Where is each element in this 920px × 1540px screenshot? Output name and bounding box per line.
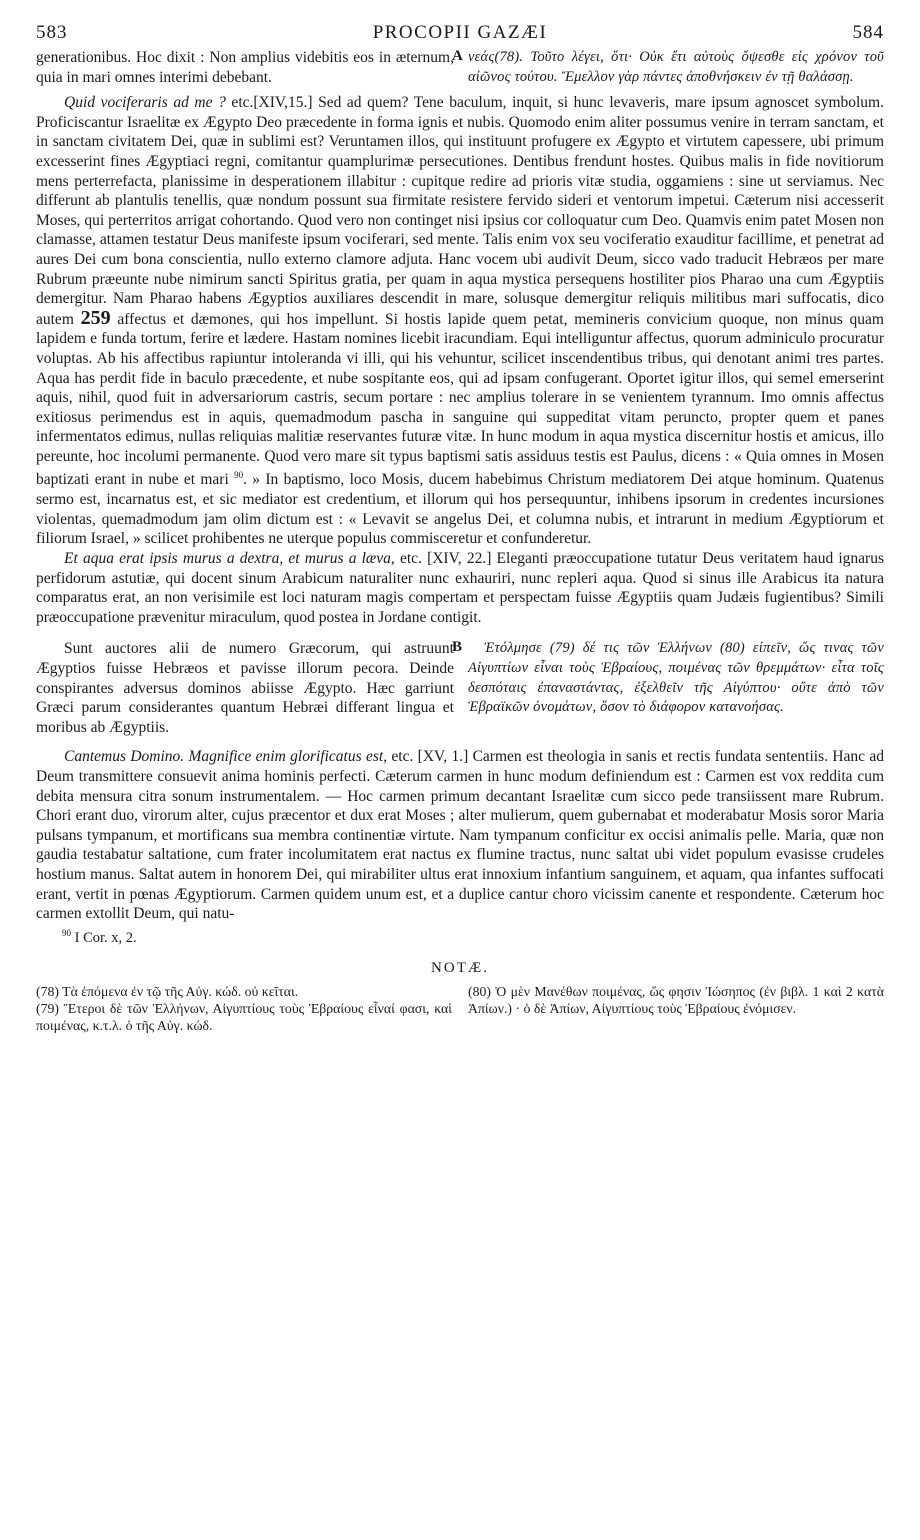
latin-column: Sunt auctores alii de numero Græcorum, qui astruunt Ægyptios fuisse Hebræos et pavisse illorum pecora. Deinde conspirantes adversus dominos abiisse Ægypto. Hæc garriunt Græci parum considerantes quantum Hebræi differant lingua et moribus ab Ægyptiis. <box>36 640 454 736</box>
greek-column: νεάς(78). Τοῦτο λέγει, ὅτι· Οὐκ ἔτι αὐτοὺς ὄψεσθε εἰς χρόνον τοῦ αἰῶνος τούτου. Ἔμελλον γὰρ πάντες ἀποθνήσκειν ἐν τῇ θαλάσσῃ. <box>468 49 884 85</box>
paragraph-text: , etc. [XIV, 22.] Eleganti præoccupatione tutatur Deus veritatem haud ignarus perfidorum astutiæ, qui docent sinum Arabicum naturaliter nunc exhauriri, nunc repleri aqua. Quod si sinus ille Arabicus ita natura comparatus erat, an non verisimile est loci naturam magis compertam et perspectam fuisse Ægyptiis quam Judæis fugientibus? Simili præoccupatione prævenitur miraculum, quod postea in Jordane contigit. <box>36 550 884 626</box>
notes-right-column <box>468 983 884 1034</box>
paragraph-lead: Cantemus Domino. Magnifice enim glorificatus est <box>64 748 384 766</box>
column-number-marker: 259 <box>80 306 111 329</box>
notes-left-column <box>36 983 452 1034</box>
page <box>36 22 884 1034</box>
paragraph-et-aqua <box>36 549 884 627</box>
paragraph-text: affectus et dæmones, qui hos impellunt. Si hostis lapide quem petat, memineris convicium quoque, non minus quam lapidem e funda tortum, ferire et lædere. Hastam nomines licebit iracundiam. Equi intelliguntur affectus, quorum adminiculo procuratur voluptas. Ab his affectibus rapiuntur intoleranda vi illi, qui his vehuntur, scilicet inscendentibus tribus, qui denotant animi tres partes. Aqua has perdit fide in baculo præcedente, et nube sospitante eos, qui ad ipsam confugerant. Oportet igitur illos, qui semel emerserint aquis, nihil, quod fuit in adversariorum castris, secum portare : nec amplius tolerare in se venientem tyrannum. Imo omnis affectus exitiosus perimendus est in aquis, quemadmodum pascha in sanguine qui suppeditat vitam peruncto, propter quem et panes infermentatos edimus, nullas reliquias malitiæ reservantes futuræ vitæ. In hunc modum in aqua mystica discernitur hostis et amicus, illo pereunte, hoc incolumi permanente. Quod vero mare sit typus baptismi satis assiduus testis est Paulus, dicens : « Quia omnes in Mosen baptizati erant in nube et mari <box>36 310 884 489</box>
footnote <box>62 924 884 948</box>
running-header <box>36 22 884 48</box>
column-marker-b: B <box>452 639 463 656</box>
footnote-reference: 90 <box>234 470 244 481</box>
notes-heading: NOTÆ. <box>431 959 489 976</box>
paragraph-text: etc.[XIV,15.] Sed ad quem? Tene baculum, inquit, si hunc levaveris, mare ipsum agnoscet symbolum. Proficiscantur Israelitæ ex Ægypto Deo præcedente in forma ignis et nubis. Quomodo enim aliter possumus venire in terram sanctam, et in sanctam civitatem Dei, quæ in sublimi est? Veruntamen illos, qui instituunt profugere ex Ægypto et virtutem capessere, ubi primum excesserint fines Ægyptiaci regni, comitantur quamplurimæ persecutiones. Dentibus frendunt hostes. Quibus malis in fide novitiorum mens perterrefacta, planissime in desperationem illabitur : cupitque redire ad prioris vitæ studia, oggamiens : sine ut serviamus. Nec differunt ab plantulis tenellis, quæ nondum possunt sua firmitate resistere fervido sideri et ventorum impetui. Cæterum nisi accesserit Moses, qui perterritos arrigat cohortando. Quod vero non continget nisi ipsius cor colloquatur cum Deo. Quamvis enim patet Mosen non clamasse, attamen testatur Deus manifeste ipsum vociferari, sed mente. Talis enim vox seu vociferatio exauditur facillime, et penetrat ad aures Dei cum bona conscientia, nullo externo clamore adjuta. Hanc vocem ubi audivit Deum, sicco vado traducit Hebræos per mare Rubrum præeunte nube nimirum sancti Spiritus gratia, per quam in aqua mystica persequens hostiliter pios Pharao una cum Ægyptiis demergitur. Nam Pharao habens Ægyptios auxiliares descendit in mare, solusque demergitur reliquis militibus mari suffocatis, dico autem <box>36 94 884 328</box>
greek-column: Ἐτόλμησε (79) δέ τις τῶν Ἑλλήνων (80) εἰπεῖν, ὥς τινας τῶν Αἰγυπτίων εἶναι τοὺς Ἑβραίους, ποιμένας τῶν θρεμμάτων· εἶτα τοῖς δεσπόταις ἐπαναστάντας, ἐξελθεῖν τῆς Αἰγύπτου· οὔτε ἀπὸ τῶν Ἑβραϊκῶν ὀνομάτων, ὅσον τὸ διάφορον κατανοήσας. <box>468 640 884 716</box>
column-marker-a: A <box>452 48 463 64</box>
footnote-text: I Cor. x, 2. <box>71 929 137 946</box>
left-page-number: 583 <box>36 22 68 43</box>
right-page-number: 584 <box>852 22 884 43</box>
paragraph-text: . » In baptismo, loco Mosis, ducem habebimus Christum mediatorem Dei atque hominum. Quatenus sermo est, incarnatus est, et sic mediator est credentium, et illorum qui hos persequuntur, inhibens ipsorum in credentes incursiones violentas, quemadmodum jam olim dictum est : « Levavit se angelus Dei, et columna nubis, et intrarunt in medium Ægyptiorum et filiorum Israel, » scilicet prohibentes ne uterque populus commisceretur et confunderetur. <box>36 471 884 548</box>
latin-column: generationibus. Hoc dixit : Non amplius videbitis eos in æternum, quia in mari omnes interimi debebant. <box>36 49 454 86</box>
running-title: PROCOPII GAZÆI <box>372 22 548 43</box>
note-79: (79) Ἕτεροι δὲ τῶν Ἑλλήνων, Αἰγυπτίους τοὺς Ἑβραίους εἶναί φασι, καὶ ποιμένας, κ.τ.λ. ὁ τῆς Αὐγ. κώδ. <box>36 1000 452 1033</box>
top-bilingual-block <box>36 48 884 87</box>
notes-block <box>36 983 884 1034</box>
note-80: (80) Ὁ μὲν Μανέθων ποιμένας, ὥς φησιν Ἰώσηπος (ἐν βιβλ. 1 καὶ 2 κατὰ Ἀπίων.) · ὁ δὲ Ἀπίων, Αἰγυπτίους τοὺς Ἑβραίους ἐνόμισεν. <box>468 983 884 1016</box>
paragraph-lead: Quid vociferaris ad me ? <box>64 94 226 112</box>
note-78: (78) Τὰ ἑπόμενα ἐν τῷ τῆς Αὐγ. κώδ. οὐ κεῖται. <box>36 983 299 999</box>
paragraph-quid-vociferaris <box>36 93 884 549</box>
paragraph-text: , etc. [XV, 1.] Carmen est theologia in sanis et rectis fundata sententiis. Hanc ad Deum transmittere consuevit anima hominis perfecti. Cæterum carmen in hunc modum definiendum est : Carmen est vox reddita cum debita mensura citra sonum instrumentalem. — Hoc carmen primum decantant Israelitæ cum sicco pede transiissent mare Rubrum. Chori erant duo, virorum alter, cujus præcentor et dux erat Moses ; alter mulierum, quem gubernabat et moderabatur Mosis soror Maria pulsans tympanum, et mortificans sua membra continentiæ virtute. Nam tympanum conficitur ex occisi animalis pelle. Maria, quæ non gaudia testabatur saltatione, cum frater incolumitatem erat nactus ex flumine tractus, nunc saltat ubi videt populum evasisse crudeles hostium manus. Saltat autem in honorem Dei, qui mirabiliter ultus erat innoxium infantium sanguinem, et aquam, qua infantes suffocati erant, vertit in pœnas Ægyptiorum. Carmen quidem unum est, et a duplice cantur choro vicissim canente et respondente. Cæterum hoc carmen extollit Deum, qui natu- <box>36 748 884 923</box>
paragraph-lead: Et aqua erat ipsis murus a dextra, et murus a læva <box>64 550 391 567</box>
footnote-number: 90 <box>62 927 71 938</box>
paragraph-cantemus <box>36 747 884 923</box>
mid-bilingual-block <box>36 639 884 737</box>
